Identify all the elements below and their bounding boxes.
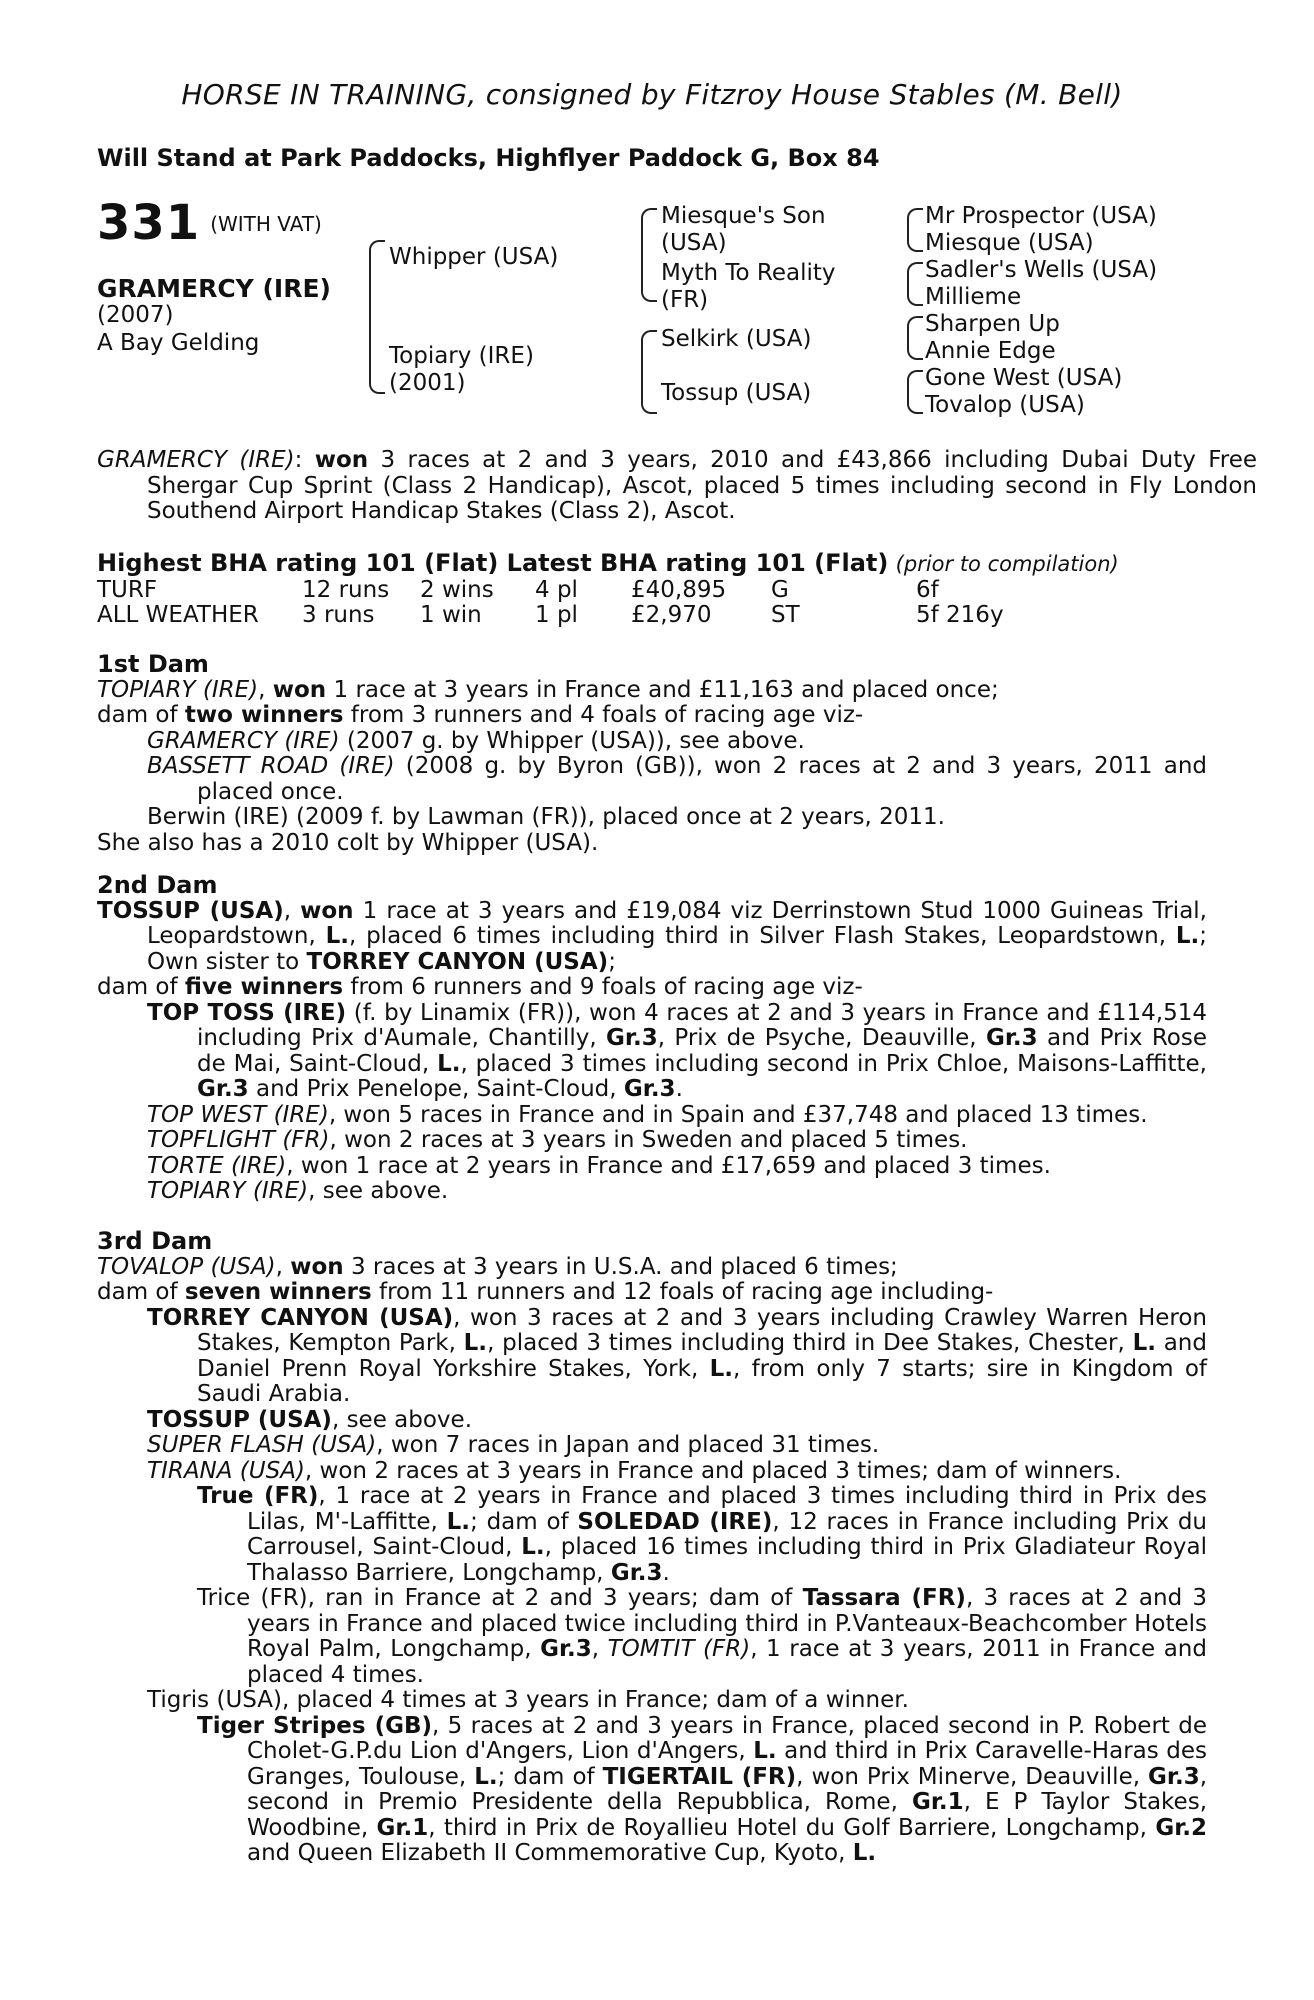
rating-heading-line: [97, 551, 1207, 578]
group-badge: Gr.3: [197, 1076, 249, 1102]
group-badge: Gr.2: [1155, 1814, 1207, 1841]
produce-name: SOLEDAD (IRE): [577, 1508, 773, 1535]
text: , see above.: [308, 1178, 449, 1204]
dam-sire-dam: Annie Edge: [925, 338, 1056, 364]
second-dam-heading: 2nd Dam: [97, 871, 218, 899]
lot-number-line: [97, 195, 322, 251]
first-dam-name: TOPIARY (IRE): [97, 676, 259, 703]
sire-dam: Myth To Reality: [661, 260, 836, 286]
listed-badge: L.: [1175, 923, 1200, 949]
text: and Queen Elizabeth II Commemorative Cup, Kyoto,: [247, 1840, 853, 1866]
text: , 1 race at 3 years, 2011 in France and placed 4 times.: [247, 1636, 1207, 1688]
text: , placed 6 times including third in Silver Flash Stakes, Leopardstown,: [348, 923, 1176, 949]
summary-text: 3 races at 2 and 3 years, 2010 and £43,866 including Dubai Duty Free Shergar Cup Sprint (Class 2 Handicap), Ascot, placed 5 times including second in Fly London Southend Airport Handicap Stakes (Class 2), Ascot.: [147, 447, 1258, 524]
wins-cell: 2 wins: [420, 576, 494, 603]
list-item: [197, 1586, 1207, 1688]
first-dam-heading: 1st Dam: [97, 650, 209, 678]
dam-year: (2001): [389, 370, 466, 396]
text: , Prix de Psyche, Deauville,: [657, 1025, 986, 1051]
produce-name: TOPIARY (IRE): [147, 1178, 309, 1204]
text: Trice (FR), ran in France at 2 and 3 years; dam of: [197, 1585, 803, 1611]
second-dam-name: TOSSUP (USA): [97, 897, 284, 924]
text: and Daniel Prenn Royal Yorkshire Stakes, York,: [197, 1330, 1207, 1382]
first-dam-produce-intro: [97, 703, 1207, 729]
listed-badge: L.: [753, 1738, 777, 1764]
text: .: [675, 1076, 683, 1102]
listed-badge: L.: [437, 1050, 461, 1077]
listed-badge: L.: [474, 1763, 498, 1790]
third-dam-section: [97, 1229, 1207, 1867]
sire-dam-country: (FR): [661, 287, 709, 313]
text: , placed 16 times including third in Prix Gladiateur Royal Thalasso Barriere, Longchamp,: [247, 1534, 1207, 1586]
dam-dam-sire: Gone West (USA): [925, 365, 1123, 391]
text: (f. by Linamix (FR)), won 4 races at 2 and 3 years in France and £114,514 including Prix d'Aumale, Chantilly,: [197, 999, 1207, 1051]
won-label: won: [290, 1253, 344, 1280]
pedigree-brace-3a: [907, 208, 923, 252]
list-item: [147, 1688, 1207, 1714]
sire-sire: Miesque's Son: [661, 203, 826, 229]
rating-section: [97, 551, 1207, 629]
lot-number: 331: [97, 195, 201, 251]
prize-cell: £2,970: [631, 602, 712, 628]
winners-count: five winners: [184, 974, 344, 1000]
summary-name: GRAMERCY (IRE): [97, 447, 295, 473]
horse-name: GRAMERCY (IRE): [97, 274, 331, 303]
prize-cell: £40,895: [631, 576, 727, 603]
text: , 5 races at 2 and 3 years in France, placed second in P. Robert de Cholet-G.P.du Lion d'Angers, Lion d'Angers,: [247, 1712, 1207, 1764]
text: from 3 runners and 4 foals of racing age viz-: [343, 702, 864, 728]
produce-name: TIRANA (USA): [147, 1457, 305, 1484]
won-label: won: [272, 676, 327, 703]
group-badge: Gr.3: [985, 1025, 1038, 1051]
text: , won 5 races in France and in Spain and £37,748 and placed 13 times.: [328, 1101, 1148, 1128]
produce-name: Tassara (FR): [802, 1585, 966, 1611]
text: and third in Prix Caravelle-Haras des Granges, Toulouse,: [247, 1738, 1208, 1790]
page-title: HORSE IN TRAINING, consigned by Fitzroy House Stables (M. Bell): [181, 78, 1123, 111]
group-badge: Gr.1: [376, 1814, 429, 1841]
group-badge: Gr.3: [606, 1025, 658, 1051]
second-dam-produce-intro: [97, 975, 1207, 1001]
produce-text: (2007 g. by Whipper (USA)), see above.: [339, 727, 805, 754]
text: dam of: [97, 974, 185, 1000]
produce-name: True (FR): [197, 1483, 319, 1509]
second-dam-section: [97, 873, 1207, 1205]
text: , 12 races in France including Prix du Carrousel, Saint-Cloud,: [247, 1508, 1208, 1560]
list-item: [147, 1128, 1207, 1154]
winners-count: seven winners: [184, 1279, 372, 1305]
list-item: [197, 1484, 1207, 1586]
placed-cell: 4 pl: [535, 576, 578, 603]
horse-summary: GRAMERCY (IRE): won 3 races at 2 and 3 years, 2010 and £43,866 including Dubai Duty Free Shergar Cup Sprint (Class 2 Handicap), Ascot, placed 5 times including second in Fly London Southend Airport Handicap Stakes (Class 2), Ascot.: [97, 447, 1258, 524]
list-item: [197, 1714, 1207, 1867]
dam-dam: Tossup (USA): [661, 380, 812, 406]
text: ; Own sister to: [147, 923, 1208, 975]
going-cell: G: [771, 576, 789, 603]
text: dam of: [97, 702, 185, 728]
pedigree-brace-3d: [907, 370, 923, 414]
list-item: [147, 1001, 1207, 1103]
surface-cell: ALL WEATHER: [97, 602, 259, 628]
third-dam-record: TOVALOP (USA), won 3 races at 3 years in U.S.A. and placed 6 times;: [97, 1253, 898, 1280]
wins-cell: 1 win: [420, 602, 482, 628]
text: .: [662, 1559, 670, 1586]
text: , E P Taylor Stakes, Woodbine,: [247, 1789, 1208, 1841]
produce-name: SUPER FLASH (USA): [147, 1432, 377, 1458]
listed-badge: L.: [709, 1355, 733, 1382]
produce-name: TOSSUP (USA): [147, 1406, 332, 1433]
rating-heading: Highest BHA rating 101 (Flat) Latest BHA rating 101 (Flat): [97, 549, 889, 577]
produce-name: TIGERTAIL (FR): [602, 1763, 797, 1790]
table-row: [97, 578, 1004, 604]
distance-cell: 5f 216y: [916, 602, 1004, 628]
produce-name: TORREY CANYON (USA): [147, 1304, 454, 1331]
text: , third in Prix de Royallieu Hotel du Golf Barriere, Longchamp,: [428, 1814, 1156, 1841]
list-item: [147, 1459, 1207, 1485]
list-item: [147, 1408, 1207, 1434]
produce-name: TOMTIT (FR): [607, 1636, 751, 1662]
listed-badge: L.: [1132, 1330, 1156, 1356]
group-badge: Gr.3: [1148, 1763, 1200, 1790]
pedigree-block: [97, 195, 1207, 425]
table-row: [97, 603, 1004, 629]
dam-dam-dam: Tovalop (USA): [925, 392, 1085, 418]
text: , see above.: [331, 1406, 473, 1433]
list-item: [147, 1179, 1207, 1205]
text: , 1 race at 2 years in France and placed 3 times including third in Prix des Lilas, M'-Laffitte,: [247, 1483, 1207, 1535]
pedigree-brace-2a: [641, 208, 657, 302]
summary-won: won: [314, 447, 369, 473]
text: ; dam of: [497, 1763, 603, 1790]
sister-name: TORREY CANYON (USA): [306, 948, 609, 975]
stand-location: Will Stand at Park Paddocks, Highflyer Paddock G, Box 84: [97, 144, 880, 172]
text: ;: [608, 948, 616, 975]
produce-name: TOP TOSS (IRE): [147, 999, 347, 1026]
list-item: [147, 1103, 1207, 1129]
distance-cell: 6f: [916, 576, 939, 603]
third-dam-name: TOVALOP (USA): [97, 1253, 276, 1280]
sire-sire-dam: Miesque (USA): [925, 230, 1094, 256]
text: , won 1 race at 2 years in France and £17,659 and placed 3 times.: [286, 1152, 1051, 1179]
produce-name: TORTE (IRE): [147, 1152, 287, 1179]
sire-dam-dam: Millieme: [925, 284, 1022, 310]
sire-dam-sire: Sadler's Wells (USA): [925, 257, 1158, 283]
produce-name: TOPFLIGHT (FR): [147, 1127, 330, 1153]
sire-sire-country: (USA): [661, 230, 727, 256]
produce-name: BASSETT ROAD (IRE): [147, 753, 395, 779]
group-badge: Gr.3: [540, 1636, 592, 1662]
first-dam-section: [97, 652, 1207, 856]
sire: Whipper (USA): [389, 244, 559, 270]
text: from 6 runners and 9 foals of racing age viz-: [343, 974, 863, 1000]
text: , won 3 races at 2 and 3 years including Crawley Warren Heron Stakes, Kempton Park,: [197, 1304, 1207, 1356]
third-dam-heading: 3rd Dam: [97, 1227, 213, 1255]
text: , won 2 races at 3 years in Sweden and placed 5 times.: [329, 1127, 968, 1153]
text: , 3 races at 2 and 3 years in France and placed twice including third in P.Vanteaux-Beachcomber Hotels Royal Palm, Longchamp,: [247, 1585, 1207, 1662]
text: , placed 3 times including third in Dee Stakes, Chester,: [487, 1330, 1133, 1356]
dam-sire-sire: Sharpen Up: [925, 311, 1060, 337]
produce-name: Tiger Stripes (GB): [197, 1712, 433, 1739]
group-badge: Gr.3: [610, 1559, 663, 1586]
text: , placed 3 times including second in Prix Chloe, Maisons-Laffitte,: [460, 1050, 1207, 1077]
text: ; dam of: [470, 1508, 578, 1535]
placed-cell: 1 pl: [535, 602, 578, 628]
produce-name: GRAMERCY (IRE): [147, 727, 340, 754]
text: ,: [591, 1636, 608, 1662]
going-cell: ST: [771, 602, 800, 628]
text: 1 race at 3 years and £19,084 viz Derrinstown Stud 1000 Guineas Trial, Leopardstown,: [147, 897, 1207, 949]
horse-description: A Bay Gelding: [97, 330, 260, 356]
second-dam-record: TOSSUP (USA), won 1 race at 3 years and £19,084 viz Derrinstown Stud 1000 Guineas Trial, Leopardstown, L., placed 6 times including third in Silver Flash Stakes, Leopardstown, L.; Own sister to TORREY CANYON (USA);: [97, 897, 1208, 975]
first-dam-note: She also has a 2010 colt by Whipper (USA).: [97, 829, 599, 856]
listed-badge: L.: [852, 1840, 877, 1866]
text: , second in Premio Presidente della Repubblica, Rome,: [247, 1763, 1208, 1815]
dam: Topiary (IRE): [389, 343, 534, 369]
text: Tigris (USA), placed 4 times at 3 years in France; dam of a winner.: [147, 1687, 909, 1713]
list-item: [147, 754, 1207, 805]
text: 3 races at 3 years in U.S.A. and placed 6 times;: [343, 1253, 898, 1280]
pedigree-brace-1: [369, 240, 385, 394]
dam-sire: Selkirk (USA): [661, 326, 812, 352]
text: , won Prix Minerve, Deauville,: [796, 1763, 1149, 1790]
vat-label: (WITH VAT): [210, 212, 322, 236]
third-dam-produce-intro: [97, 1280, 1207, 1306]
runs-cell: 12 runs: [302, 576, 390, 603]
group-badge: Gr.3: [623, 1076, 676, 1102]
text: , from only 7 starts; sire in Kingdom of Saudi Arabia.: [197, 1355, 1207, 1407]
listed-badge: L.: [446, 1508, 471, 1535]
listed-badge: L.: [521, 1534, 545, 1560]
produce-text: (2008 g. by Byron (GB)), won 2 races at 2 and 3 years, 2011 and placed once.: [197, 753, 1207, 805]
surface-cell: TURF: [97, 576, 158, 603]
listed-badge: L.: [325, 923, 349, 949]
race-record-table: [97, 578, 1004, 629]
won-label: won: [300, 897, 354, 924]
pedigree-brace-3b: [907, 262, 923, 306]
pedigree-brace-3c: [907, 316, 923, 360]
listed-badge: L.: [463, 1330, 488, 1356]
text: from 11 runners and 12 foals of racing age including-: [371, 1279, 994, 1305]
runs-cell: 3 runs: [302, 602, 375, 628]
text: , won 2 races at 3 years in France and placed 3 times; dam of winners.: [304, 1457, 1122, 1484]
text: dam of: [97, 1279, 185, 1305]
pedigree-brace-2b: [641, 330, 657, 414]
produce-name: TOP WEST (IRE): [147, 1101, 329, 1128]
list-item: [147, 1154, 1207, 1180]
list-item: [147, 805, 1207, 831]
text: and Prix Rose de Mai, Saint-Cloud,: [197, 1025, 1208, 1077]
text: , won 7 races in Japan and placed 31 times.: [376, 1432, 880, 1458]
list-item: [147, 1306, 1207, 1408]
record-text: 1 race at 3 years in France and £11,163 and placed once;: [326, 676, 999, 703]
list-item: [147, 1433, 1207, 1459]
first-dam-record: TOPIARY (IRE), won 1 race at 3 years in France and £11,163 and placed once;: [97, 676, 999, 703]
text: and Prix Penelope, Saint-Cloud,: [248, 1076, 624, 1102]
horse-year: (2007): [97, 302, 174, 328]
produce-text: Berwin (IRE) (2009 f. by Lawman (FR)), placed once at 2 years, 2011.: [147, 804, 945, 830]
rating-note: (prior to compilation): [895, 552, 1119, 576]
group-badge: Gr.1: [911, 1789, 964, 1815]
list-item: [147, 729, 1207, 755]
sire-sire-sire: Mr Prospector (USA): [925, 203, 1157, 229]
winners-count: two winners: [184, 702, 344, 728]
